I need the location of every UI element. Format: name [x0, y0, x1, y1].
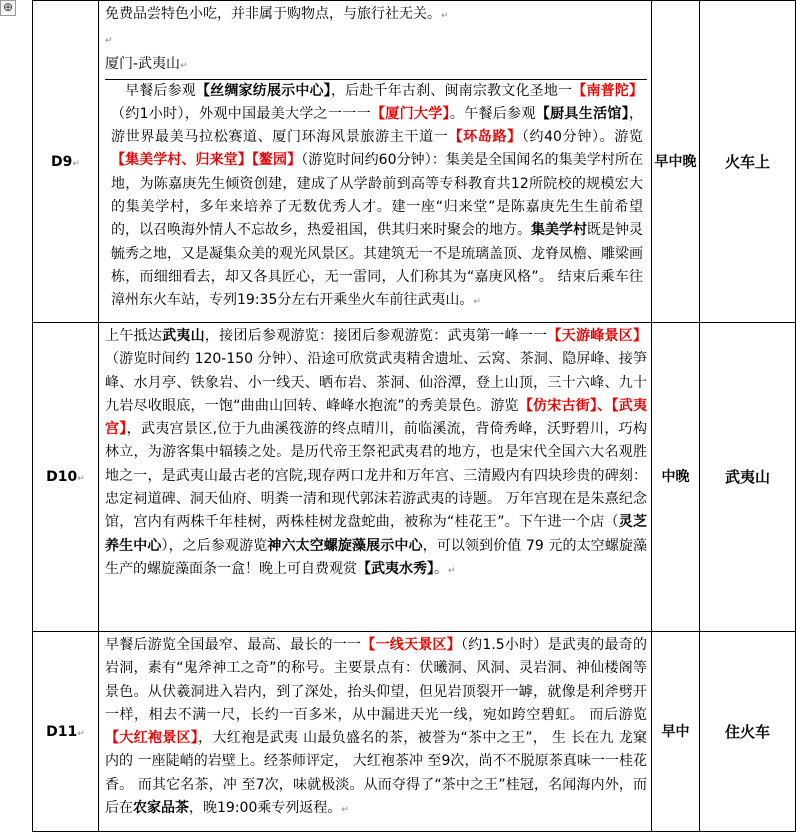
- hotel-cell: 住火车: [700, 632, 796, 832]
- hotel-cell: 武夷山: [700, 323, 796, 632]
- table-row: [33, 323, 796, 632]
- hotel-cell: 火车上: [700, 1, 796, 323]
- meals-cell: 中晚: [652, 323, 700, 632]
- meals-cell: 早中晚: [652, 1, 700, 323]
- table-move-handle[interactable]: ⊕: [0, 0, 16, 16]
- day-cell: D11↵: [33, 632, 99, 832]
- meals-cell: 早中: [652, 632, 700, 832]
- day-cell: D9↵: [33, 1, 99, 323]
- itinerary-description: 上午抵达武夷山，接团后参观游览：接团后参观游览：武夷第一峰一一【天游峰景区】（游览时间约 120-150 分钟）、沿途可欣赏武夷精舍遗址、云窝、茶洞、隐屏峰、接笋峰、水月亭、铁象岩、小一线天、晒布岩、茶洞、仙浴潭，登上山顶，三十六峰、九十九岩尽收眼底，一饱“曲曲山回转、峰峰水抱流”的秀美景色。游览【仿宋古街】、【武夷宫】，武夷宫景区,位于九曲溪筏游的终点晴川，前临溪流，背倚秀峰，沃野碧川，巧构林立，为游客集中辐辏之处。是历代帝王祭祀武夷君的地方，也是宋代全国六大名观胜地之一，是武夷山最古老的宫院,现存两口龙井和万年宫、三清殿内有四块珍贵的碑刻：忠定祠道碑、洞天仙府、明粪一清和现代郭沫若游武夷的诗题。 万年宫现在是朱熹纪念馆，宫内有两株千年桂树，两株桂树龙盘蛇曲，被称为“桂花王”。下午进一个店（灵芝养生中心），之后参观游览神六太空螺旋藻展示中心，可以领到价值 79 元的太空螺旋藻生产的螺旋藻面条一盒！晚上可自费观赏【武夷水秀】。↵: [99, 323, 652, 632]
- itinerary-table: [32, 0, 796, 832]
- itinerary-description: 早餐后游览全国最窄、最高、最长的一一【一线天景区】（约1.5小时）是武夷的最奇的岩洞，素有“鬼斧神工之奇”的称号。主要景点有：伏曦洞、风洞、灵岩洞、神仙楼阁等景色。从伏羲洞进入岩内，到了深处，抬头仰望，但见岩顶裂开一罅，就像是利斧劈开一样，相去不满一尺，长约一百多米，从中漏进天光一线，宛如跨空碧虹。 而后游览【大红袍景区】，大红袍是武夷 山最负盛名的茶，被誉为“茶中之王”， 生 长在九 龙窠内的 一座陡峭的岩壁上。经茶师评定， 大红袍茶冲 至9次，尚不不脱原茶真味一一桂花香。 而其它名茶，冲 至7次，味就极淡。从而夺得了“茶中之王”桂冠，名闻海内外，而后在农家品茶，晚19:00乘专列返程。↵: [99, 632, 652, 832]
- table-row: [33, 632, 796, 832]
- itinerary-description: 免费品尝特色小吃，并非属于购物点，与旅行社无关。↵ ↵ 厦门-武夷山↵ 早餐后参观【丝绸家纺展示中心】，后赴千年古刹、闽南宗教文化圣地一【南普陀】（约1小时），外观中国最美大学之一一一【厦门大学】。午餐后参观【厨具生活馆】，游世界最美马拉松赛道、厦门环海风景旅游主干道一【环岛路】（约40分钟）。游览【集美学村、归来堂】【鳌园】（游览时间约60分钟）：集美是全国闻名的集美学村所在地，为陈嘉庚先生倾资创建，建成了从学龄前到高等专科教育共12所院校的规模宏大的集美学村，多年来培养了无数优秀人才。建一座“归来堂”是陈嘉庚先生生前希望的，以召唤海外情人不忘故乡，热爱祖国，供其归来时聚会的地方。集美学村既是钟灵毓秀之地，又是凝集众美的观光风景区。其建筑无一不是琉璃盖顶、龙脊凤檐、雕梁画栋，而细细看去，却又各具匠心，无一雷同，人们称其为“嘉庚风格”。 结束后乘车往漳州东火车站，专列19:35分左右开乘坐火车前往武夷山。↵: [99, 1, 652, 323]
- table-row: [33, 1, 796, 323]
- day-cell: D10↵: [33, 323, 99, 632]
